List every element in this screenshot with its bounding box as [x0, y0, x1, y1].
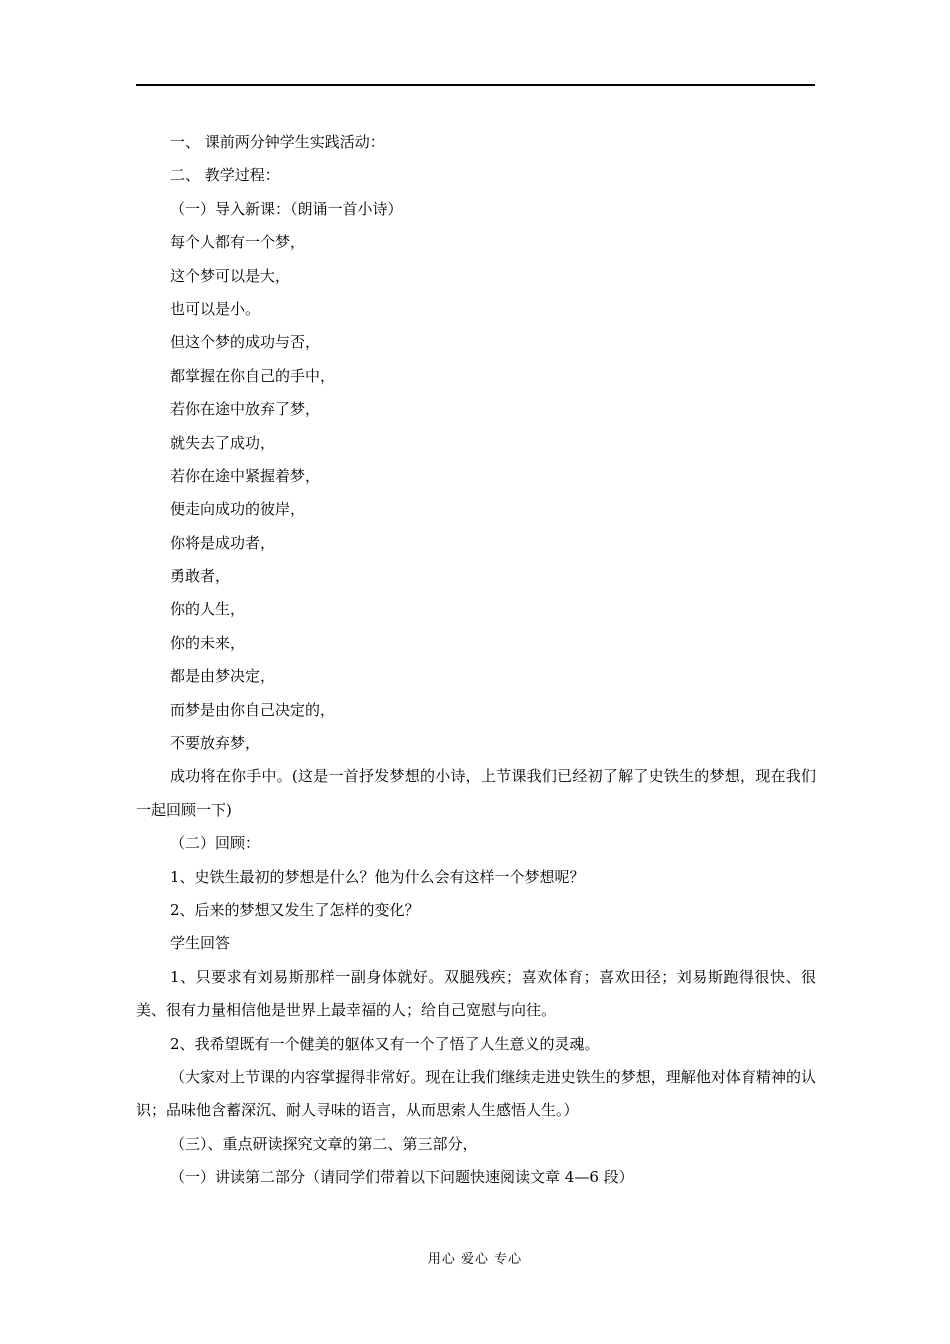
poem-line: 不要放弃梦，	[170, 734, 261, 753]
poem-line: 都是由梦决定，	[170, 667, 276, 686]
header-rule	[136, 84, 815, 86]
page-footer: 用心 爱心 专心	[427, 1252, 523, 1267]
poem-line: 你的人生，	[170, 600, 246, 619]
question-2: 2、后来的梦想又发生了怎样的变化？	[170, 901, 420, 920]
poem-line: 若你在途中紧握着梦，	[170, 466, 321, 485]
heading-section-3-part-1: （一）讲读第二部分（请同学们带着以下问题快速阅读文章 4—6 段）	[170, 1168, 634, 1187]
poem-line: 若你在途中放弃了梦，	[170, 400, 321, 419]
poem-line: 都掌握在你自己的手中，	[170, 366, 336, 385]
answer-2: 2、我希望既有一个健美的躯体又有一个了悟了人生意义的灵魂。	[170, 1034, 600, 1053]
heading-introduction: （一）导入新课：（朗诵一首小诗）	[170, 199, 403, 218]
poem-line: 也可以是小。	[170, 299, 261, 318]
poem-line: 便走向成功的彼岸，	[170, 500, 306, 519]
poem-line: 而梦是由你自己决定的，	[170, 700, 336, 719]
teacher-comment-paragraph: （大家对上节课的内容掌握得非常好。现在让我们继续走进史铁生的梦想，理解他对体育精神的认识；品味他含蓄深沉、耐人寻味的语言，从而思索人生感悟人生。）	[136, 1068, 816, 1120]
document-body	[136, 126, 816, 1195]
poem-line: 你将是成功者，	[170, 533, 276, 552]
student-answer-label: 学生回答	[170, 934, 231, 953]
heading-teaching-process: 二、 教学过程：	[170, 166, 280, 185]
answer-1-paragraph: 1、只要求有刘易斯那样一副身体就好。双腿残疾；喜欢体育；喜欢田径；刘易斯跑得很快、很美、很有力量相信他是世界上最幸福的人；给自己宽慰与向往。	[136, 967, 816, 1020]
heading-section-3: （三）、重点研读探究文章的第二、第三部分，	[170, 1134, 478, 1153]
poem-line: 这个梦可以是大，	[170, 266, 291, 285]
heading-review: （二）回顾：	[170, 834, 261, 853]
poem-end-paragraph: 成功将在你手中。(这是一首抒发梦想的小诗，上节课我们已经初了解了史铁生的梦想，现在我们一起回顾一下)	[136, 767, 816, 819]
poem-line: 每个人都有一个梦，	[170, 233, 306, 252]
poem-line: 就失去了成功，	[170, 433, 276, 452]
heading-pre-class-activity: 一、 课前两分钟学生实践活动：	[170, 133, 385, 151]
poem-line: 你的未来，	[170, 633, 246, 652]
poem-line: 但这个梦的成功与否，	[170, 333, 321, 352]
question-1: 1、史铁生最初的梦想是什么？他为什么会有这样一个梦想呢？	[170, 867, 585, 886]
poem-line: 勇敢者，	[170, 567, 231, 586]
